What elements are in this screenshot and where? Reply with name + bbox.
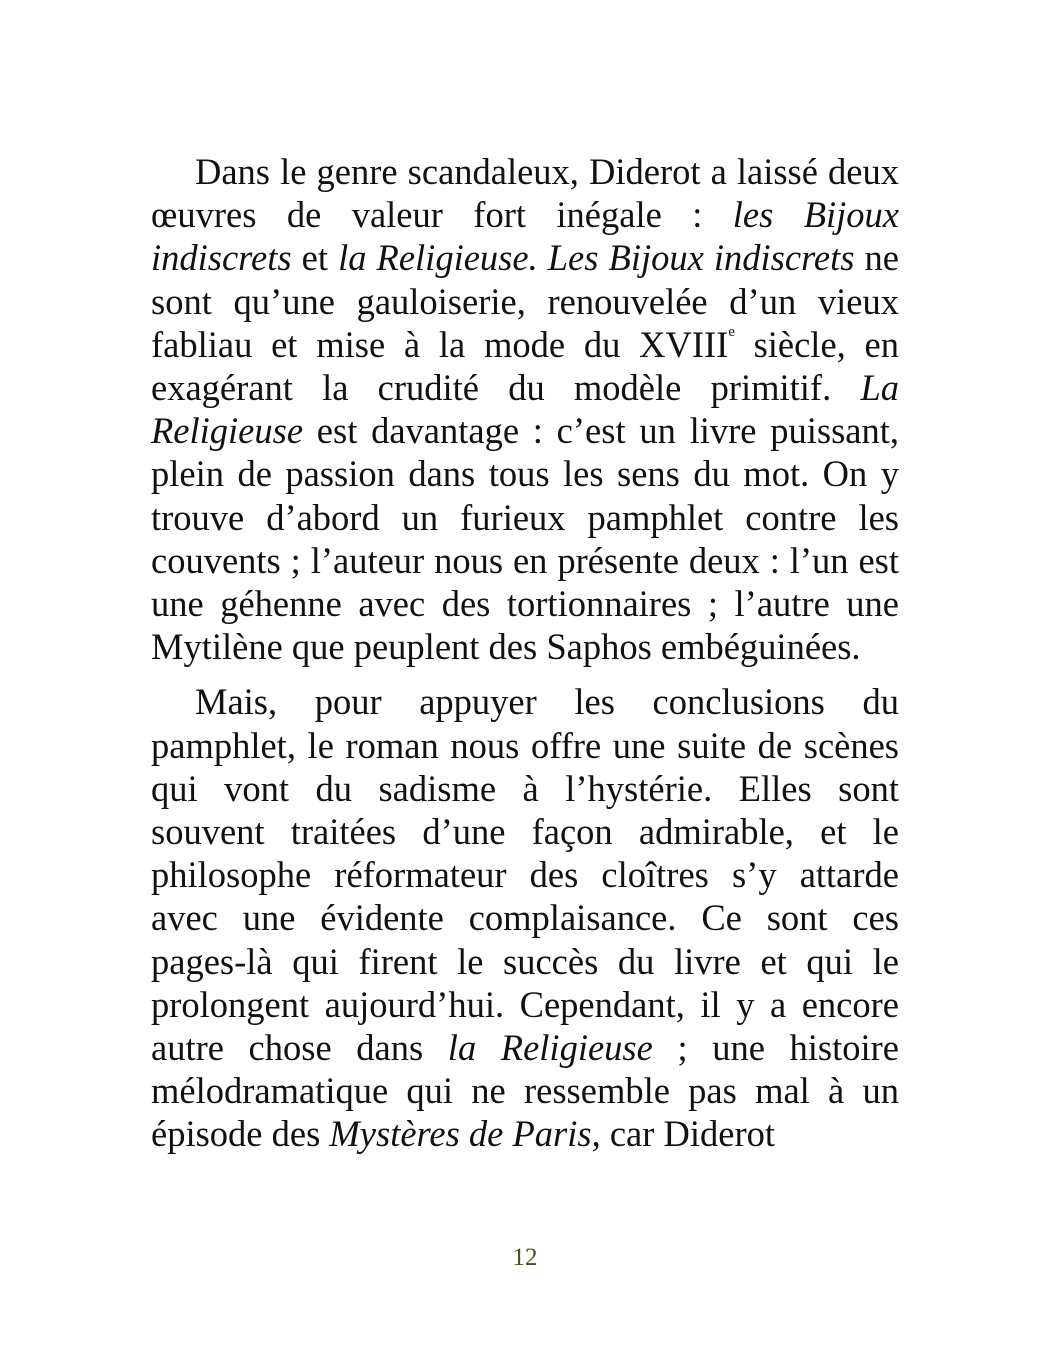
superscript: e: [728, 323, 735, 340]
italic-title: Mystères de Paris: [329, 1113, 592, 1155]
italic-title: La Religieuse: [151, 367, 899, 452]
text-run: ne sont qu’une gauloiserie, renouvelée d’un vieux fabliau et mise à la mode du XVIII: [151, 237, 899, 365]
page-number: 12: [512, 1244, 538, 1271]
text-run: siècle, en exagérant la crudité du modèle primitif.: [151, 323, 899, 409]
text-run: et: [291, 237, 339, 279]
italic-title: les Bijoux indiscrets: [151, 194, 899, 279]
body-text: [151, 150, 899, 1156]
paragraph-2: [151, 680, 899, 1155]
text-run: Dans le genre scandaleux, Diderot a laissé deux œuvres de valeur fort inégale :: [151, 151, 899, 236]
text-run: ; une histoire mélodramatique qui ne ressemble pas mal à un épisode des: [151, 1027, 899, 1155]
paragraph-1: [151, 150, 899, 668]
text-run: , car Diderot: [591, 1113, 776, 1155]
italic-title: la Religieuse. Les Bijoux indiscrets: [338, 237, 855, 279]
text-run: Mais, pour appuyer les conclusions du pamphlet, le roman nous offre une suite de scènes qui vont du sadisme à l’hystérie. Elles sont souvent traitées d’une façon admirable, et le philosophe réformateur des cloîtres s’y attarde avec une évidente complaisance. Ce sont ces pages-là qui firent le succès du livre et qui le prolongent aujourd’hui. Cependant, il y a encore autre chose dans: [151, 681, 899, 1069]
text-run: est davantage : c’est un livre puissant, plein de passion dans tous les sens du mot. On y trouve d’abord un furieux pamphlet contre les couvents ; l’auteur nous en présente deux : l’un est une géhenne avec des tortionnaires ; l’autre une Mytilène que peuplent des Saphos embéguinées.: [151, 410, 899, 668]
italic-title: la Religieuse: [447, 1027, 653, 1069]
